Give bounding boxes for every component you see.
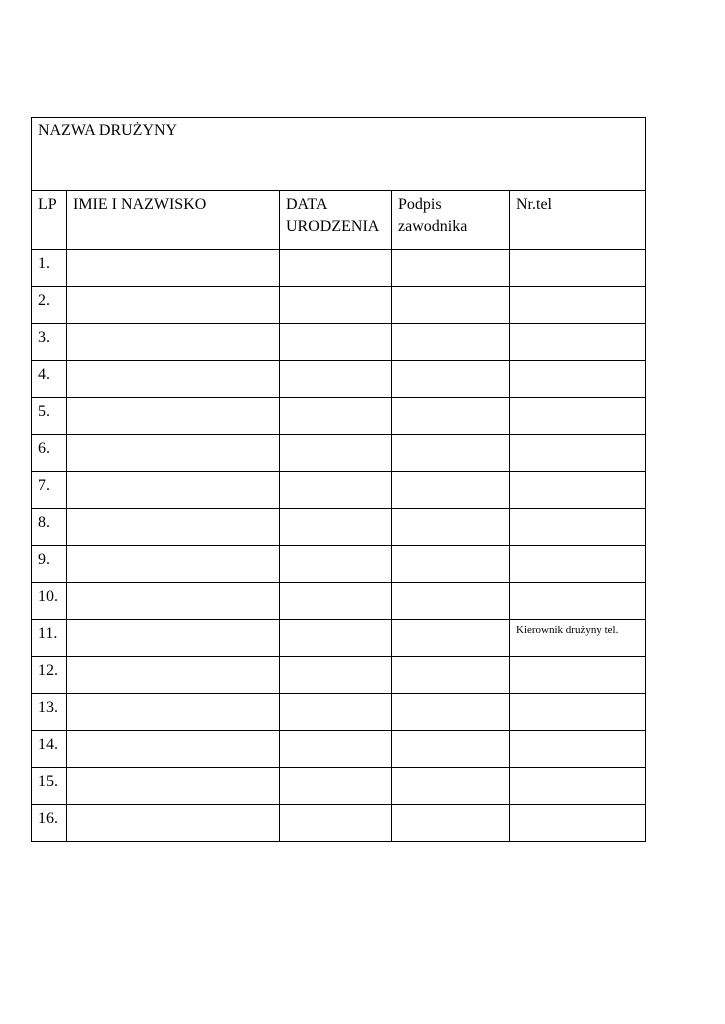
signature-cell[interactable] — [392, 620, 510, 657]
row-number: 7. — [32, 472, 67, 509]
row-number: 14. — [32, 731, 67, 768]
signature-cell[interactable] — [392, 583, 510, 620]
table-row — [32, 805, 646, 842]
table-row — [32, 694, 646, 731]
phone-cell[interactable] — [510, 509, 646, 546]
phone-cell[interactable] — [510, 324, 646, 361]
signature-cell[interactable] — [392, 324, 510, 361]
phone-cell[interactable] — [510, 287, 646, 324]
birth-date-cell[interactable] — [280, 768, 392, 805]
name-cell[interactable] — [67, 435, 280, 472]
name-cell[interactable] — [67, 620, 280, 657]
signature-cell[interactable] — [392, 657, 510, 694]
header-lp: LP — [32, 191, 67, 250]
row-number: 3. — [32, 324, 67, 361]
signature-cell[interactable] — [392, 731, 510, 768]
table-row — [32, 583, 646, 620]
birth-date-cell[interactable] — [280, 287, 392, 324]
table-row — [32, 398, 646, 435]
signature-cell[interactable] — [392, 435, 510, 472]
roster-form — [31, 117, 645, 842]
birth-date-cell[interactable] — [280, 398, 392, 435]
name-cell[interactable] — [67, 287, 280, 324]
birth-date-cell[interactable] — [280, 250, 392, 287]
name-cell[interactable] — [67, 398, 280, 435]
row-number: 8. — [32, 509, 67, 546]
phone-cell[interactable] — [510, 620, 646, 657]
phone-cell[interactable] — [510, 731, 646, 768]
phone-cell[interactable] — [510, 250, 646, 287]
phone-cell[interactable] — [510, 435, 646, 472]
header-signature: Podpis zawodnika — [392, 191, 510, 250]
name-cell[interactable] — [67, 805, 280, 842]
birth-date-cell[interactable] — [280, 324, 392, 361]
team-name-row — [32, 118, 646, 191]
row-number: 12. — [32, 657, 67, 694]
table-row — [32, 657, 646, 694]
table-row — [32, 324, 646, 361]
phone-cell[interactable] — [510, 546, 646, 583]
name-cell[interactable] — [67, 657, 280, 694]
phone-cell[interactable] — [510, 768, 646, 805]
phone-cell[interactable] — [510, 657, 646, 694]
signature-cell[interactable] — [392, 768, 510, 805]
row-number: 13. — [32, 694, 67, 731]
row-number: 9. — [32, 546, 67, 583]
birth-date-cell[interactable] — [280, 731, 392, 768]
row-number: 5. — [32, 398, 67, 435]
team-name-field[interactable] — [32, 118, 646, 191]
birth-date-cell[interactable] — [280, 694, 392, 731]
name-cell[interactable] — [67, 583, 280, 620]
row-number: 4. — [32, 361, 67, 398]
row-number: 6. — [32, 435, 67, 472]
signature-cell[interactable] — [392, 805, 510, 842]
birth-date-cell[interactable] — [280, 657, 392, 694]
name-cell[interactable] — [67, 546, 280, 583]
birth-date-cell[interactable] — [280, 805, 392, 842]
table-row — [32, 361, 646, 398]
table-row — [32, 509, 646, 546]
name-cell[interactable] — [67, 361, 280, 398]
birth-date-cell[interactable] — [280, 620, 392, 657]
birth-date-cell[interactable] — [280, 361, 392, 398]
row-number: 11. — [32, 620, 67, 657]
birth-date-cell[interactable] — [280, 435, 392, 472]
phone-cell[interactable] — [510, 805, 646, 842]
row-number: 1. — [32, 250, 67, 287]
row-number: 10. — [32, 583, 67, 620]
name-cell[interactable] — [67, 694, 280, 731]
name-cell[interactable] — [67, 250, 280, 287]
header-row — [32, 191, 646, 250]
header-phone: Nr.tel — [510, 191, 646, 250]
roster-table — [31, 117, 646, 842]
signature-cell[interactable] — [392, 398, 510, 435]
phone-cell[interactable] — [510, 472, 646, 509]
signature-cell[interactable] — [392, 361, 510, 398]
signature-cell[interactable] — [392, 546, 510, 583]
phone-cell[interactable] — [510, 398, 646, 435]
phone-cell[interactable] — [510, 583, 646, 620]
row-number: 2. — [32, 287, 67, 324]
name-cell[interactable] — [67, 768, 280, 805]
table-row — [32, 435, 646, 472]
header-birth-date: DATA URODZENIA — [280, 191, 392, 250]
signature-cell[interactable] — [392, 472, 510, 509]
name-cell[interactable] — [67, 509, 280, 546]
birth-date-cell[interactable] — [280, 546, 392, 583]
signature-cell[interactable] — [392, 509, 510, 546]
table-row — [32, 768, 646, 805]
name-cell[interactable] — [67, 731, 280, 768]
table-row — [32, 287, 646, 324]
name-cell[interactable] — [67, 472, 280, 509]
birth-date-cell[interactable] — [280, 583, 392, 620]
birth-date-cell[interactable] — [280, 472, 392, 509]
table-row — [32, 731, 646, 768]
manager-note: Kierownik drużyny tel. — [516, 624, 619, 636]
table-row — [32, 250, 646, 287]
name-cell[interactable] — [67, 324, 280, 361]
row-number: 16. — [32, 805, 67, 842]
signature-cell[interactable] — [392, 694, 510, 731]
header-name: IMIE I NAZWISKO — [67, 191, 280, 250]
signature-cell[interactable] — [392, 250, 510, 287]
team-name-label: NAZWA DRUŻYNY — [38, 122, 178, 139]
phone-cell[interactable] — [510, 361, 646, 398]
row-number: 15. — [32, 768, 67, 805]
table-row — [32, 472, 646, 509]
table-row — [32, 546, 646, 583]
signature-cell[interactable] — [392, 287, 510, 324]
birth-date-cell[interactable] — [280, 509, 392, 546]
phone-cell[interactable] — [510, 694, 646, 731]
table-row — [32, 620, 646, 657]
